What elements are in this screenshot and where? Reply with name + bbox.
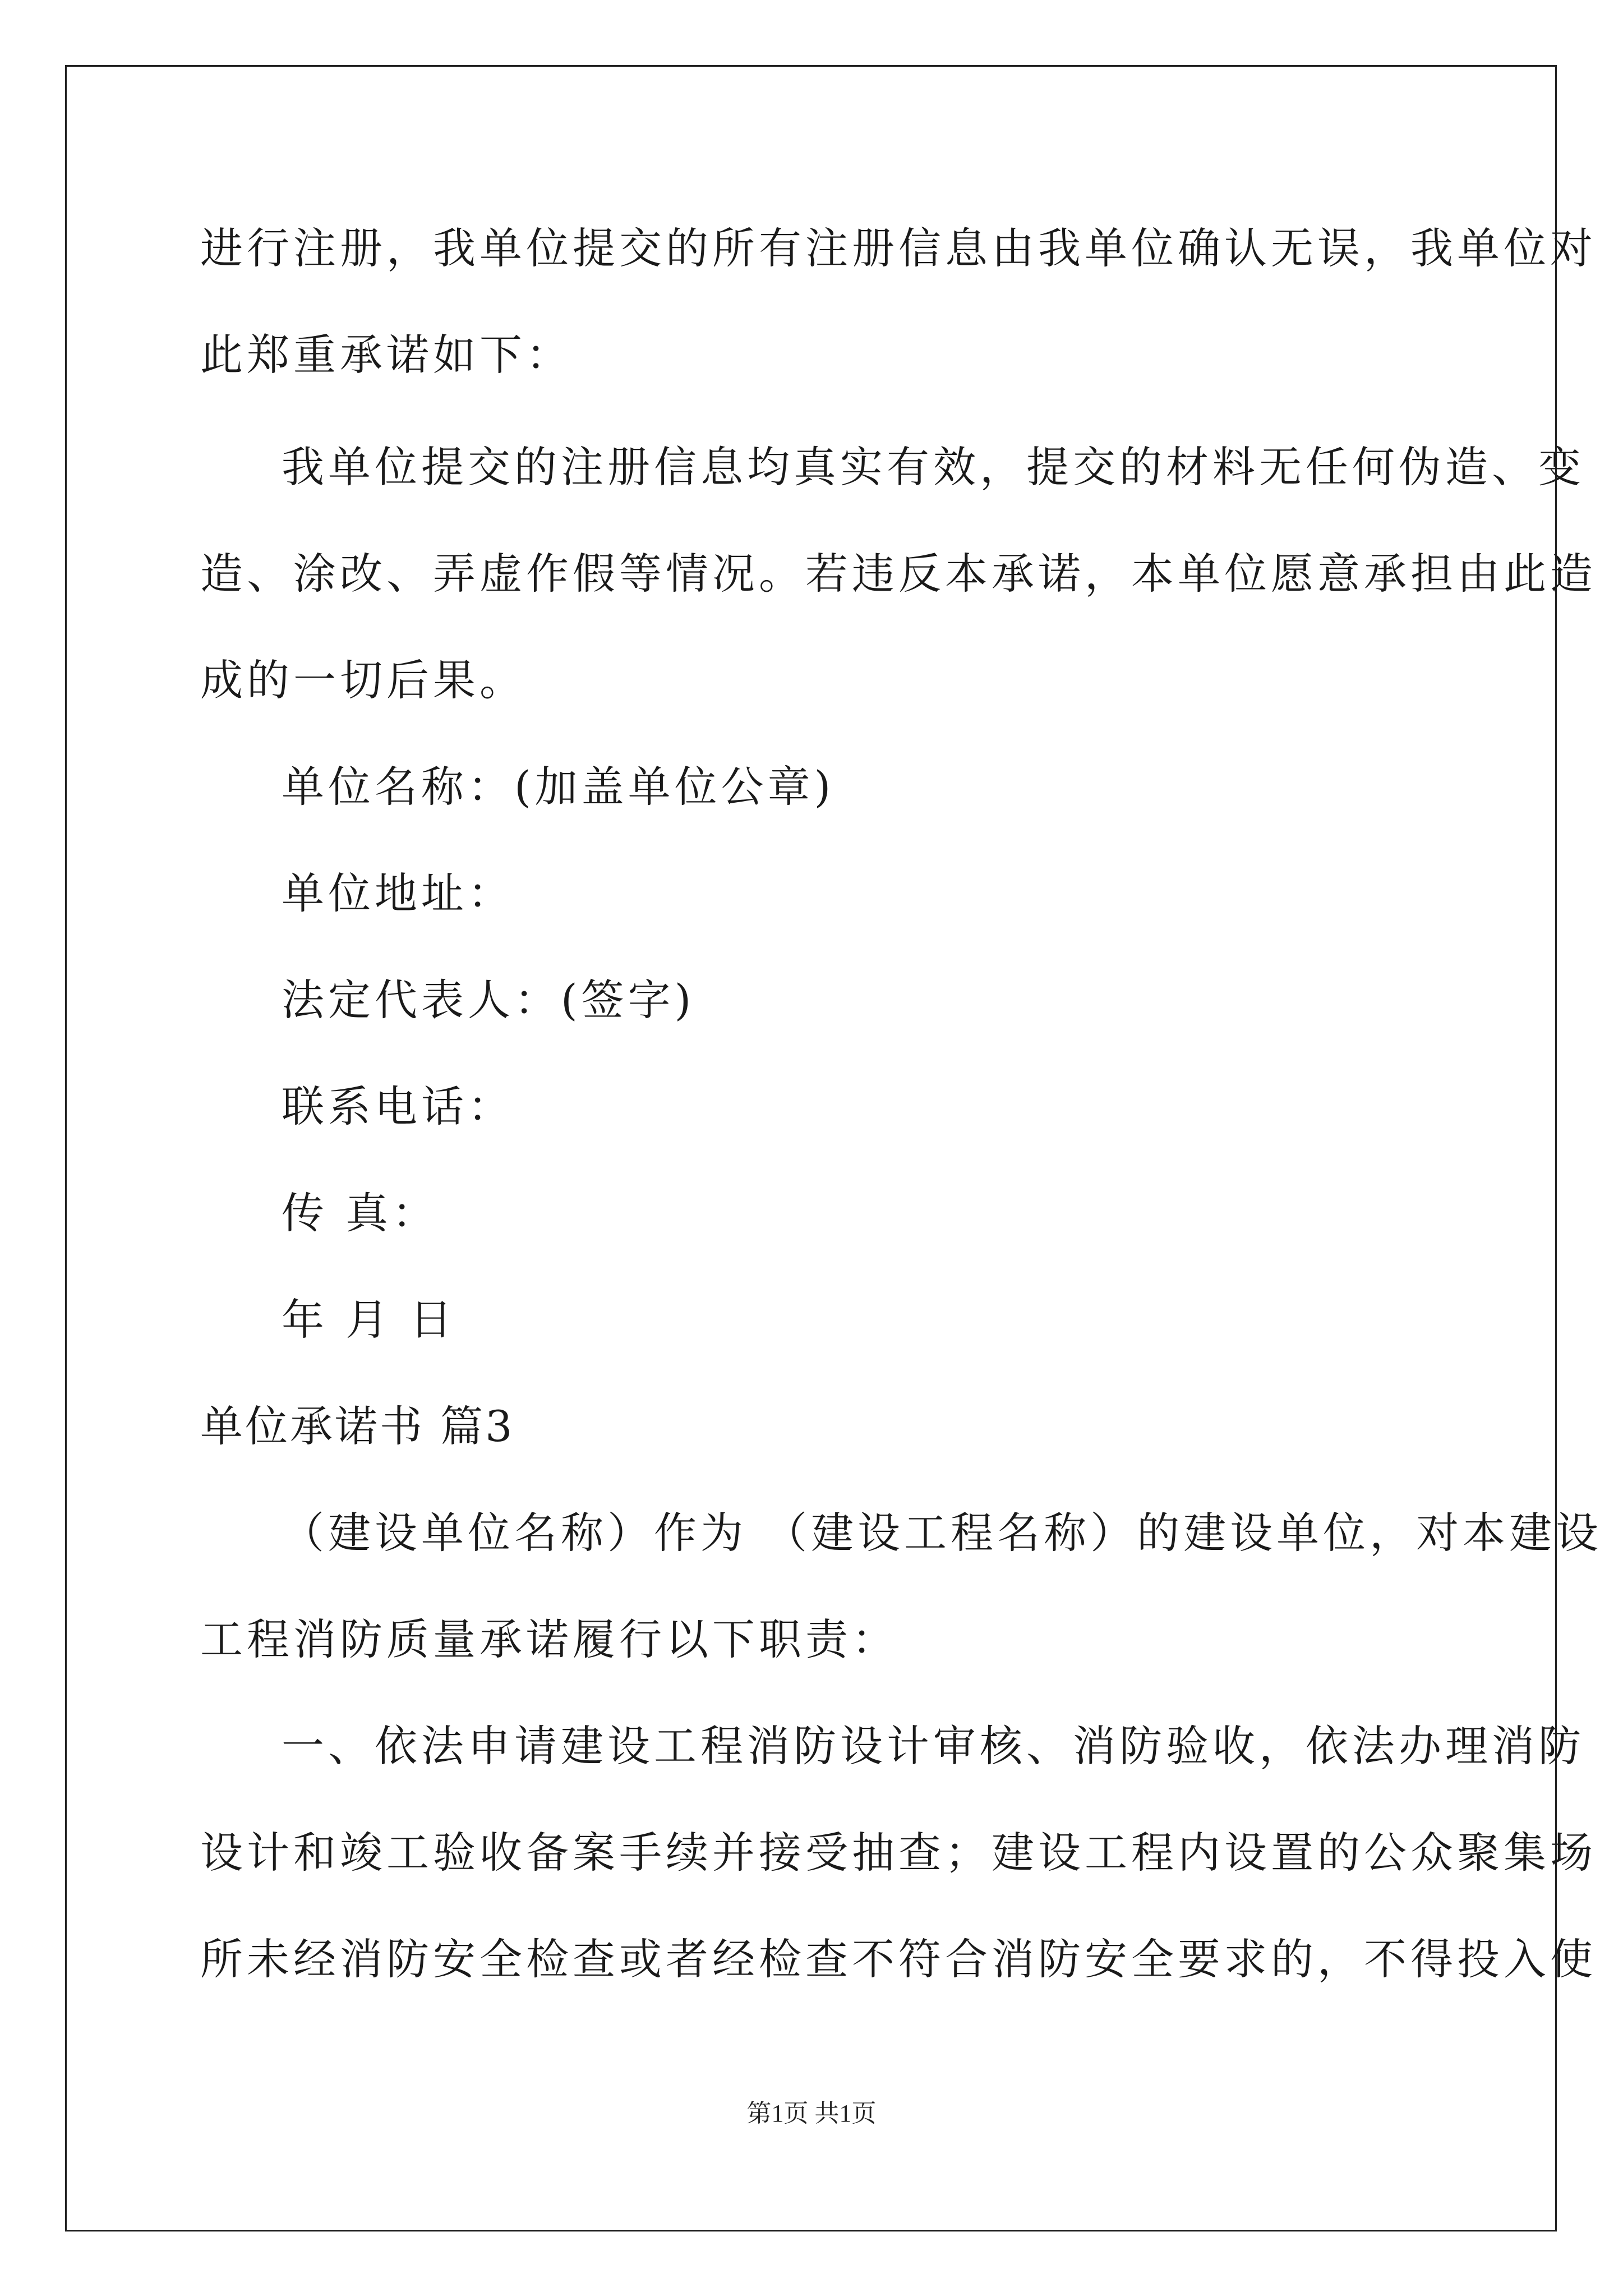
phone-field: 联系电话： <box>282 1082 514 1131</box>
paragraph-line: 成的一切后果。 <box>200 655 526 705</box>
paragraph-line: 造、涂改、弄虚作假等情况。若违反本承诺，本单位愿意承担由此造 <box>200 549 1597 599</box>
paragraph-line: 进行注册，我单位提交的所有注册信息由我单位确认无误，我单位对 <box>200 223 1597 273</box>
legal-representative-field: 法定代表人：(签字) <box>282 975 695 1025</box>
paragraph-line: 设计和竣工验收备案手续并接受抽查；建设工程内设置的公众聚集场 <box>200 1828 1597 1878</box>
fax-field: 传 真： <box>282 1188 439 1238</box>
paragraph-line: 一、依法申请建设工程消防设计审核、消防验收，依法办理消防 <box>282 1721 1585 1771</box>
date-field: 年 月 日 <box>282 1295 457 1345</box>
paragraph-line: 所未经消防安全检查或者经检查不符合消防安全要求的，不得投入使 <box>200 1934 1597 1984</box>
paragraph-line: 工程消防质量承诺履行以下职责： <box>200 1614 898 1664</box>
company-address-field: 单位地址： <box>282 868 514 918</box>
paragraph-line: 此郑重承诺如下： <box>200 330 573 380</box>
paragraph-line: （建设单位名称）作为 （建设工程名称）的建设单位，对本建设 <box>282 1508 1603 1558</box>
page-border <box>65 65 1557 2231</box>
page-number-footer: 第1页 共1页 <box>746 2100 877 2127</box>
company-name-field: 单位名称：(加盖单位公章) <box>282 762 835 812</box>
paragraph-line: 我单位提交的注册信息均真实有效，提交的材料无任何伪造、变 <box>282 442 1585 492</box>
section-heading: 单位承诺书 篇3 <box>200 1401 515 1451</box>
